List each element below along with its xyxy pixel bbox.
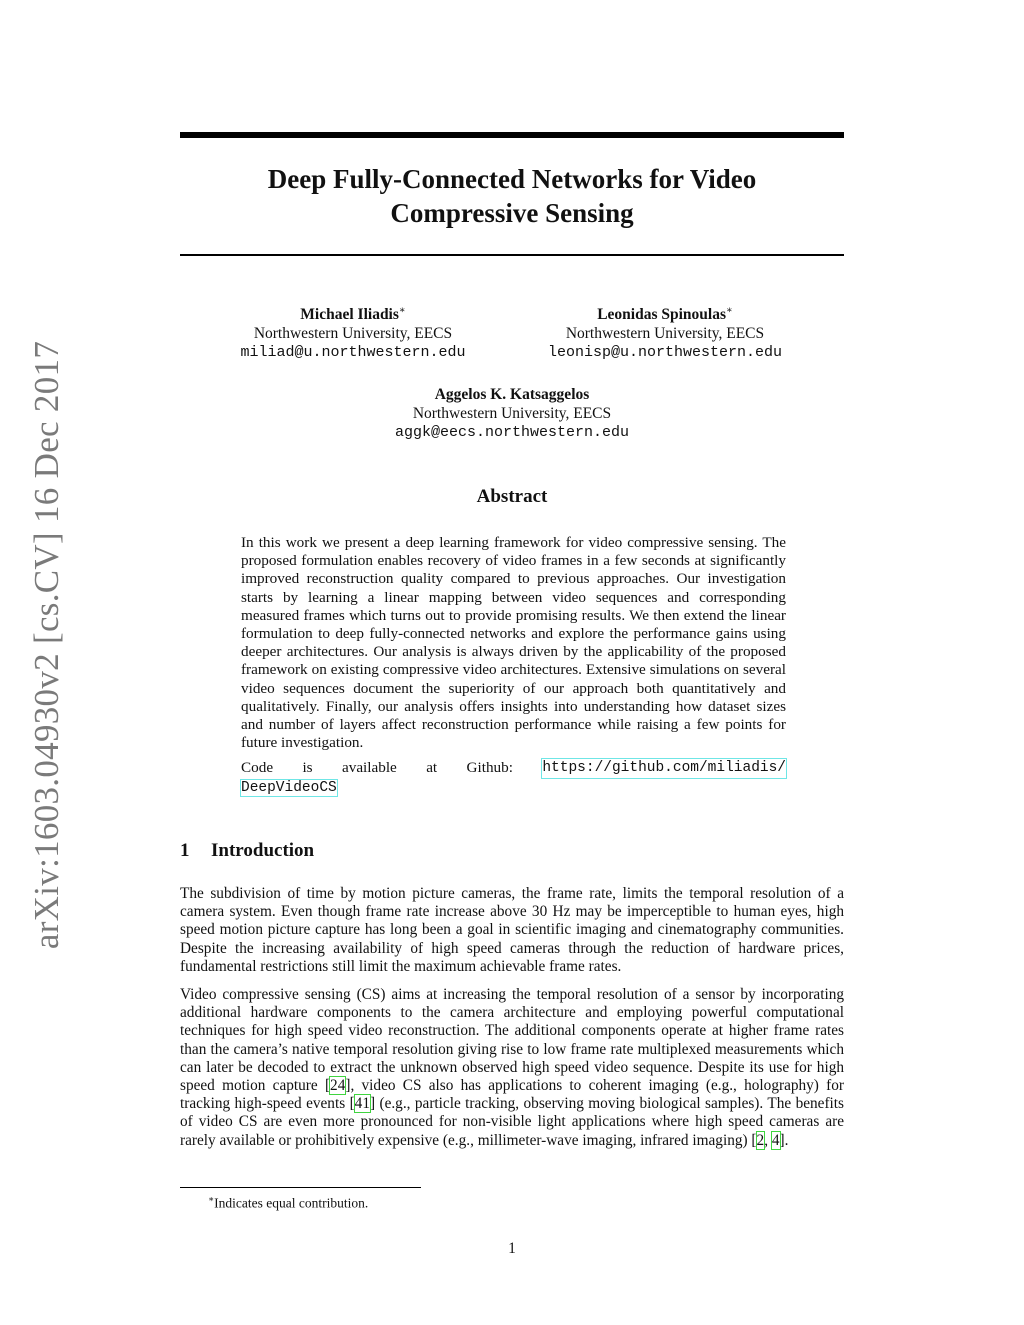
title-line-2: Compressive Sensing [390,198,634,228]
footnote-rule [180,1187,421,1188]
author-block-2 [500,301,830,362]
code-word: Github: [466,759,513,776]
author-block-3 [347,385,677,442]
code-word: is [302,759,313,776]
page-number: 1 [508,1240,516,1257]
abstract-heading: Abstract [476,486,548,507]
author-block-1 [188,301,518,362]
author-affiliation: Northwestern University, EECS [565,325,765,343]
author-email: aggk@eecs.northwestern.edu [394,424,630,441]
author-name: Michael Iliadis∗ [300,305,406,324]
abstract-body: In this work we present a deep learning framework for video compressive sensing. The proposed formulation enables recovery of video frames in a few seconds at significantly improved reconstruction quality compared to previous approaches. Our investigation starts by learning a linear mapping between video sequences and corresponding measured frames which turns out to provide promising results. We then extend the linear formulation to deep fully-connected networks and explore the performance gains using deeper architectures. Our analysis is always driven by the applicability of the proposed framework on existing compressive video architectures. Extensive simulations on several video sequences document the superiority of our approach both quantitatively and qualitatively. Finally, our analysis offers insights into understanding how dataset sizes and number of layers affect reconstruction performance while raising a few points for future investigation. [241,534,786,752]
author-affiliation: Northwestern University, EECS [412,405,612,422]
title-bottom-rule [180,254,844,256]
section-heading-introduction [180,840,314,862]
citation-link[interactable]: 24 [330,1077,346,1095]
author-name: Leonidas Spinoulas∗ [597,305,733,324]
github-link-continuation[interactable]: DeepVideoCS [241,779,337,796]
paper-title [180,162,844,230]
code-word: available [341,759,397,776]
intro-paragraph-2: Video compressive sensing (CS) aims at increasing the temporal resolution of a sensor by incorporating additional hardware components to the camera architecture and employing powerful computational techniques for high speed video reconstruction. The additional components operate at higher frame rates than the camera’s native temporal resolution giving rise to low frame rate multiplexed measurements which can later be decoded to extract the unknown observed high speed video sequence. Despite its use for high speed motion capture [24], video CS also has applications to coherent imaging (e.g., holography) for tracking high-speed events [41] (e.g., particle tracking, observing moving biological samples). The benefits of video CS are even more pronounced for non-visible light applications where high speed cameras are rarely available or prohibitively expensive (e.g., millimeter-wave imaging, infrared imaging) [2, 4]. [180,986,844,1149]
section-title: Introduction [211,840,315,861]
title-top-rule [180,132,844,138]
arxiv-identifier-stamp: arXiv:1603.04930v2 [cs.CV] 16 Dec 2017 [27,340,66,950]
footnote-mark: ∗ [208,1194,215,1204]
code-word: Code [241,759,274,776]
citation-link[interactable]: 41 [354,1095,370,1113]
author-name: Aggelos K. Katsaggelos [434,386,590,403]
footnote-text: Indicates equal contribution. [214,1195,369,1211]
title-line-1: Deep Fully-Connected Networks for Video [267,164,757,194]
footnote [208,1191,368,1212]
code-availability [241,759,786,797]
equal-contribution-mark: ∗ [398,305,406,316]
code-word: at [426,759,438,776]
citation-link[interactable]: 2 [756,1131,765,1149]
section-number: 1 [180,840,190,861]
equal-contribution-mark: ∗ [726,305,733,316]
intro-paragraph-1: The subdivision of time by motion picture cameras, the frame rate, limits the temporal resolution of a camera system. Even though frame rate increase above 30 Hz may be imperceptible to human eyes, high speed motion picture capture has long been a goal in scientific imaging and cinematography communities. Despite the increasing availability of high speed cameras through the reduction of hardware prices, fundamental restrictions still limit the maximum achievable frame rates. [180,885,844,975]
author-affiliation: Northwestern University, EECS [253,325,453,343]
author-email: leonisp@u.northwestern.edu [547,344,783,362]
citation-link[interactable]: 4 [771,1131,780,1149]
author-email: miliad@u.northwestern.edu [240,344,466,362]
github-link[interactable]: https://github.com/miliadis/ [542,760,786,776]
